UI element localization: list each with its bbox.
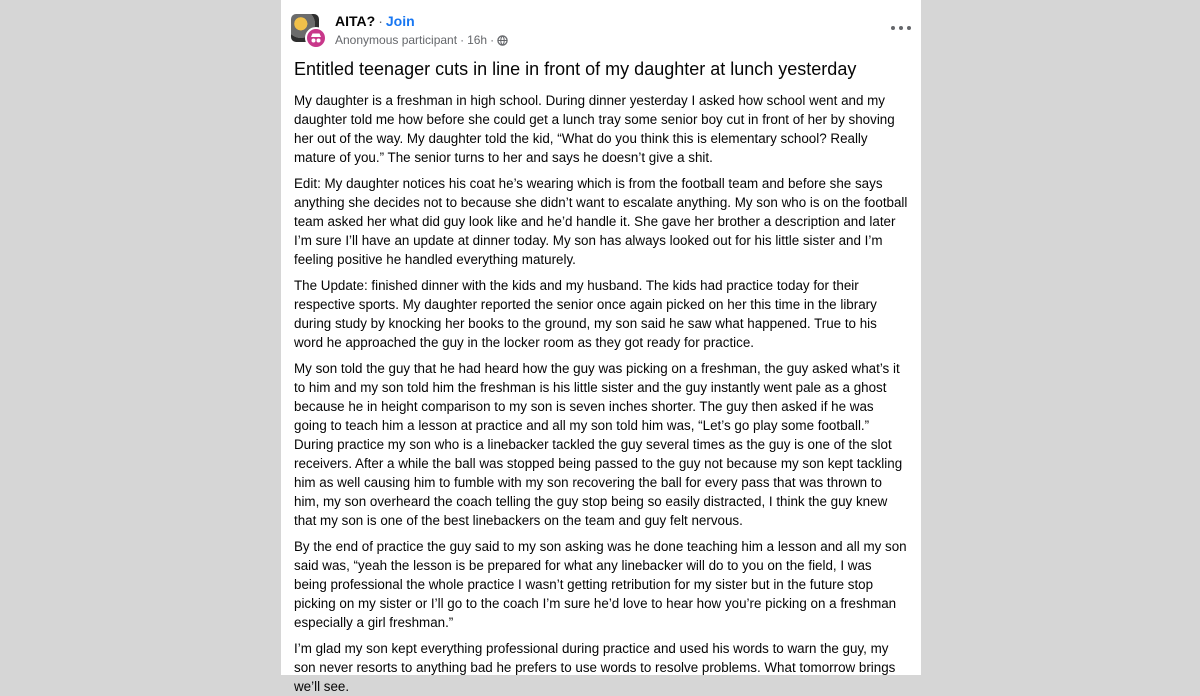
author-name: Anonymous participant xyxy=(335,33,458,47)
post-paragraph: The Update: finished dinner with the kids and my husband. The kids had practice today for their respective sports. My daughter reported the senior once again picked on her this time in the library during study by knocking her books to the ground, my son said he saw what happened. True to his word he approached the guy in the locker room as they got ready for practice. xyxy=(294,278,877,350)
group-name-link[interactable]: AITA? xyxy=(335,13,376,29)
post-card xyxy=(281,0,921,694)
join-button[interactable]: Join xyxy=(385,13,415,29)
post-paragraph: My son told the guy that he had heard how the guy was picking on a freshman, the guy asked what’s it to him and my son told him the freshman is his little sister and the guy instantly went pale as a ghost because he in height comparison to my son is seven inches shorter. The guy then asked if he was going to teach him a lesson at practice and all my son told him was, “Let’s go play some football.” During practice my son who is a linebacker tackled the guy several times as the guy is one of the slot receivers. After a while the ball was stopped being passed to the guy not because my son kept tackling him as well causing him to fumble with my son recovering the ball for every pass that was thrown to him, my son overheard the coach telling the guy stop being so easily distracted, I think the guy knew that my son is one of the best linebackers on the team and guy felt nervous. xyxy=(294,361,903,528)
post-paragraph: By the end of practice the guy said to my son asking was he done teaching him a lesson and all my son said was, “yeah the lesson is be prepared for what any linebacker will do to you on the field, I was being professional the whole practice I wasn’t getting retribution for my sister but in the future stop picking on my sister or I’ll go to the coach I’m sure he’d love to hear how you’re picking on a freshman especially a girl freshman.” xyxy=(294,539,907,630)
post-meta xyxy=(335,13,508,48)
separator-dot: · xyxy=(490,33,495,47)
more-options-icon[interactable] xyxy=(891,20,911,36)
post-header xyxy=(281,0,921,52)
separator-dot: · xyxy=(378,13,383,29)
post-paragraph: My daughter is a freshman in high school. During dinner yesterday I asked how school went and my daughter told me how before she could get a lunch tray some senior boy cut in front of her by shoving her out of the way. My daughter told the kid, “What do you think this is elementary school? Really mature of you.” The senior turns to her and says he doesn’t give a shit. xyxy=(294,93,895,165)
post-paragraph: Edit: My daughter notices his coat he’s wearing which is from the football team and before she says anything she decides not to because she didn’t want to escalate anything. My son who is on the football team asked her what did guy look like and he’d handle it. She gave her brother a description and later I’m sure I’ll have an update at dinner today. My son has always looked out for his little sister and I’m feeling positive he handled everything maturely. xyxy=(294,176,908,267)
anonymous-icon xyxy=(305,27,327,49)
post-title: Entitled teenager cuts in line in front of my daughter at lunch yesterday xyxy=(294,59,857,79)
post-timestamp[interactable]: 16h xyxy=(467,33,488,47)
post-body xyxy=(294,91,908,696)
separator-dot: · xyxy=(460,33,465,47)
post-paragraph: I’m glad my son kept everything professional during practice and used his words to warn the guy, my son never resorts to anything bad he prefers to use words to resolve problems. What tomorrow brings we’ll see. xyxy=(294,641,896,694)
globe-icon xyxy=(497,35,508,46)
